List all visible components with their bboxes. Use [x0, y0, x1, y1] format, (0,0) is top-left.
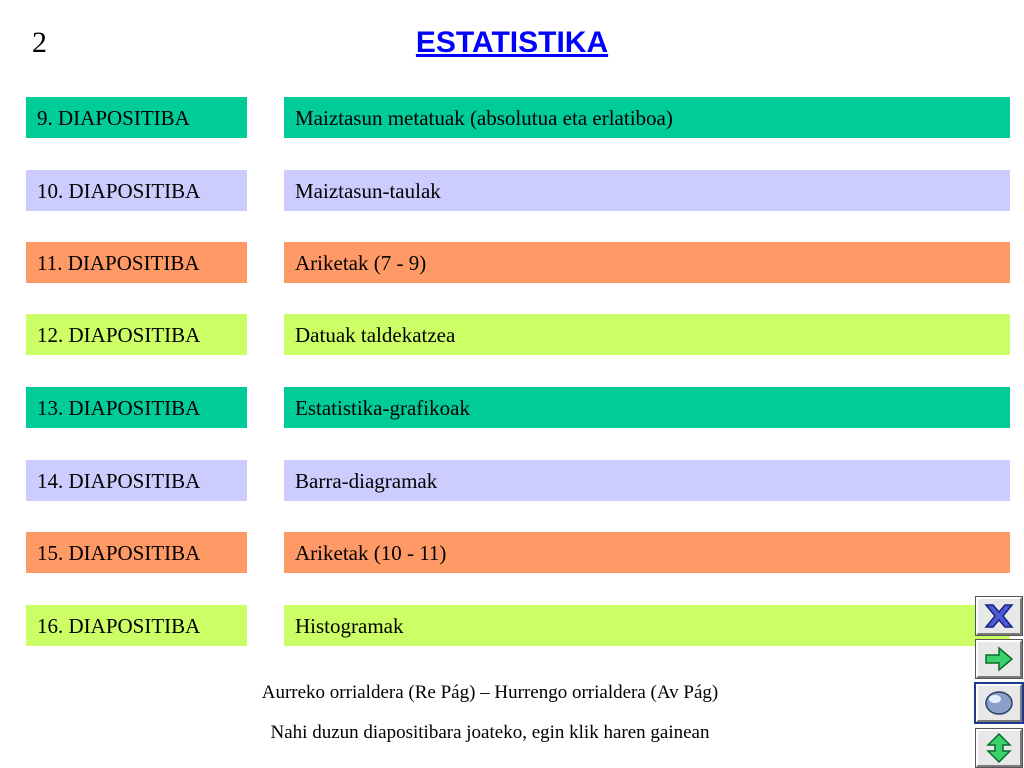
slide-link-16[interactable]: 16. DIAPOSITIBA — [26, 605, 247, 646]
topic-link-11[interactable]: Ariketak (7 - 9) — [284, 242, 1010, 283]
topic-link-13[interactable]: Estatistika-grafikoak — [284, 387, 1010, 428]
slide-row — [0, 97, 1024, 138]
home-button[interactable] — [976, 684, 1022, 722]
slide-row — [0, 605, 1024, 646]
slide-link-10[interactable]: 10. DIAPOSITIBA — [26, 170, 247, 211]
topic-link-10[interactable]: Maiztasun-taulak — [284, 170, 1010, 211]
slide-link-13[interactable]: 13. DIAPOSITIBA — [26, 387, 247, 428]
slide-row — [0, 532, 1024, 573]
topic-link-9[interactable]: Maiztasun metatuak (absolutua eta erlatiboa) — [284, 97, 1010, 138]
topic-link-14[interactable]: Barra-diagramak — [284, 460, 1010, 501]
slide-link-11[interactable]: 11. DIAPOSITIBA — [26, 242, 247, 283]
topic-link-16[interactable]: Histogramak — [284, 605, 1010, 646]
topic-link-12[interactable]: Datuak taldekatzea — [284, 314, 1010, 355]
slide-link-14[interactable]: 14. DIAPOSITIBA — [26, 460, 247, 501]
up-down-button[interactable] — [976, 729, 1022, 767]
home-sphere-icon — [982, 689, 1016, 717]
footer-hint-pages: Aurreko orrialdera (Re Pág) – Hurrengo orrialdera (Av Pág) — [261, 682, 719, 703]
slide-link-15[interactable]: 15. DIAPOSITIBA — [26, 532, 247, 573]
slide-link-12[interactable]: 12. DIAPOSITIBA — [26, 314, 247, 355]
close-icon — [982, 602, 1016, 630]
up-down-arrow-icon — [982, 733, 1016, 763]
slide-link-9[interactable]: 9. DIAPOSITIBA — [26, 97, 247, 138]
close-button[interactable] — [976, 597, 1022, 635]
page-title[interactable]: ESTATISTIKA — [415, 26, 609, 59]
slide-row — [0, 460, 1024, 501]
slide-row — [0, 170, 1024, 211]
page-number: 2 — [32, 26, 47, 59]
next-arrow-icon — [982, 645, 1016, 673]
slide-row — [0, 314, 1024, 355]
topic-link-15[interactable]: Ariketak (10 - 11) — [284, 532, 1010, 573]
slide-row — [0, 387, 1024, 428]
next-slide-button[interactable] — [976, 640, 1022, 678]
footer-hint-click: Nahi duzun diapositibara joateko, egin klik haren gainean — [270, 722, 710, 743]
slide-row — [0, 242, 1024, 283]
